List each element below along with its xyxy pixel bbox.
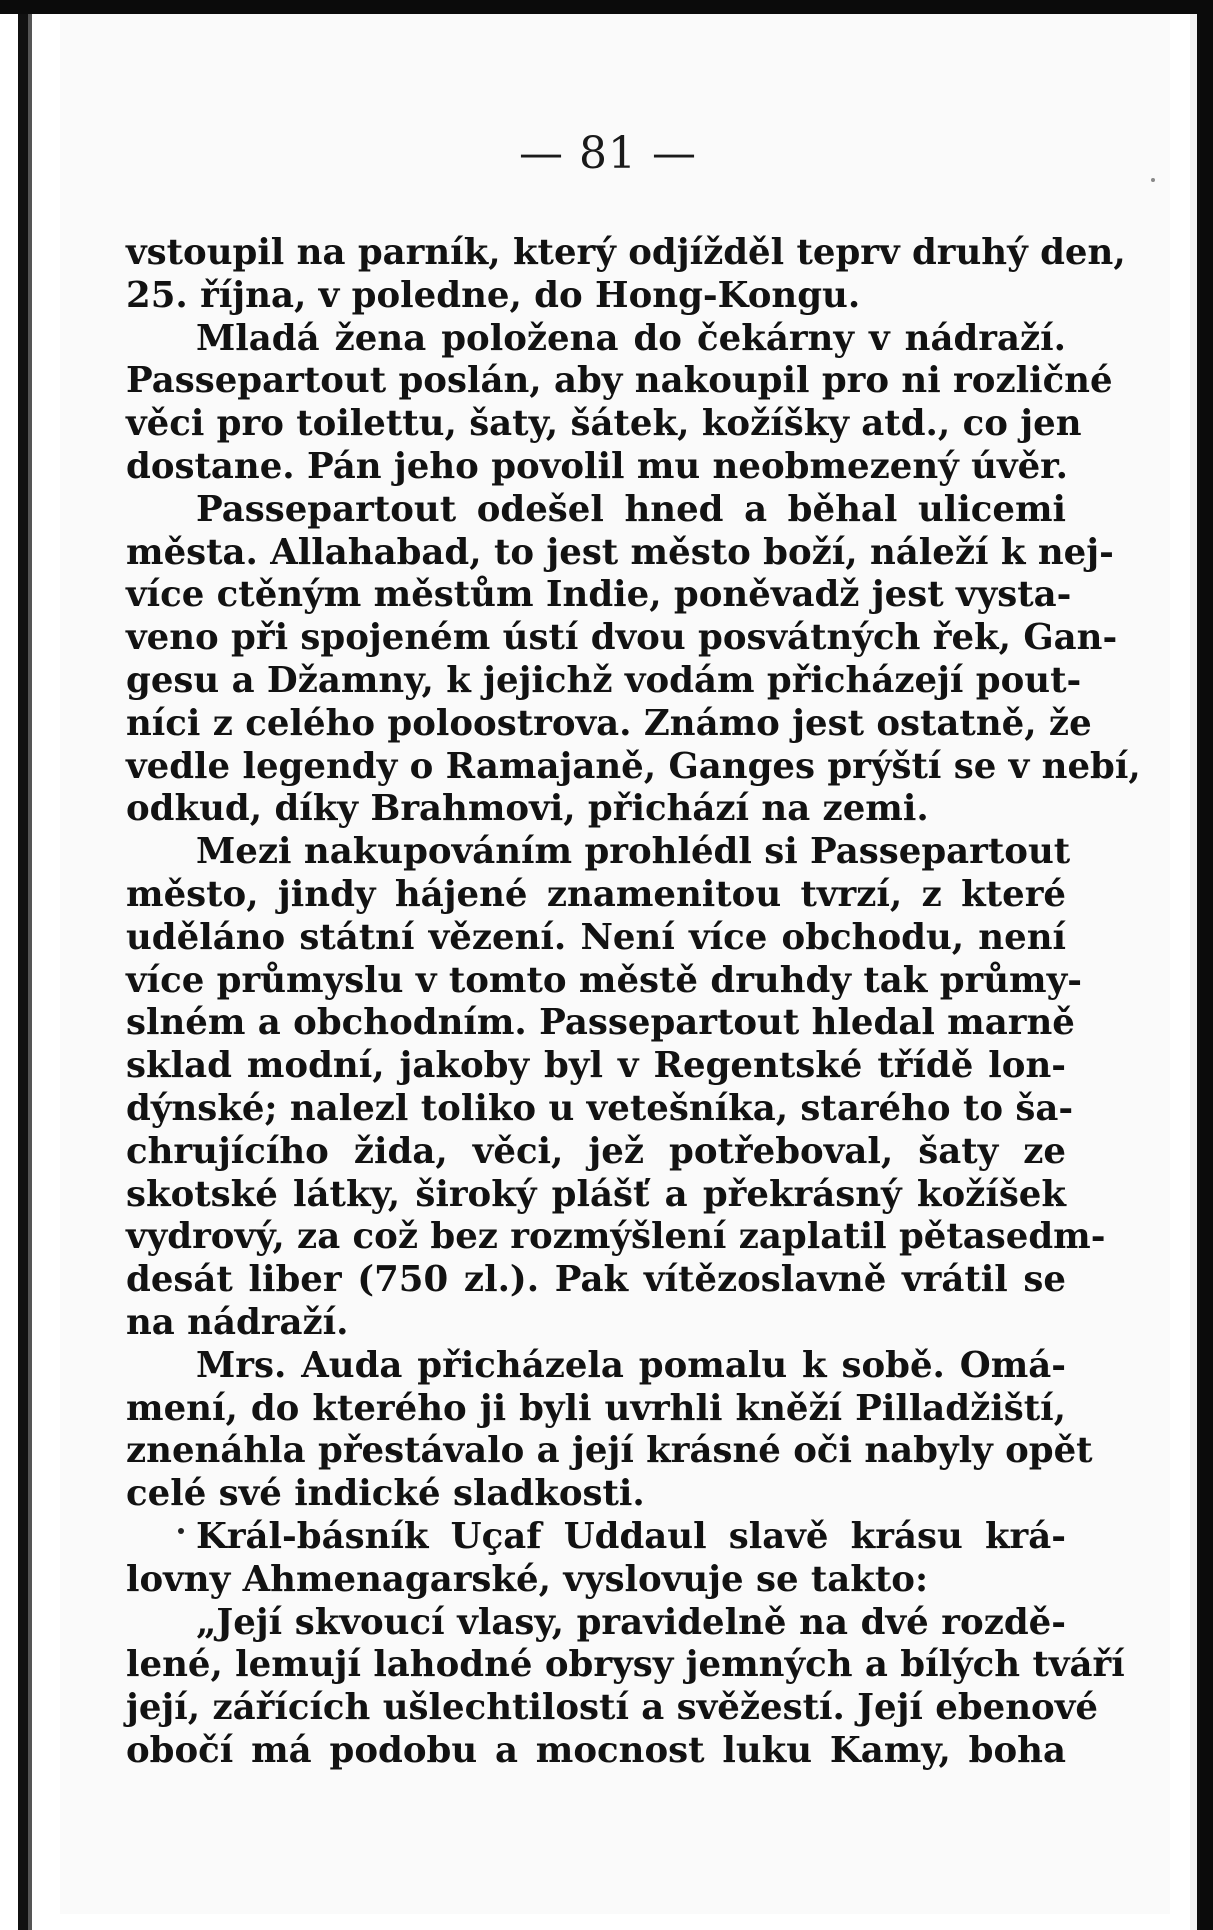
text-line: sklad modní, jakoby byl v Regentské třídě lon- bbox=[126, 1045, 1066, 1087]
text-line: obočí má podobu a mocnost luku Kamy, boha bbox=[126, 1729, 1066, 1771]
text-line: lovny Ahmenagarské, vyslovuje se takto: bbox=[126, 1558, 929, 1600]
text-line: 25. října, v poledne, do Hong-Kongu. bbox=[126, 274, 861, 316]
paper-speck bbox=[1151, 178, 1155, 182]
text-line: Passepartout poslán, aby nakoupil pro ni rozličné bbox=[126, 360, 1113, 402]
text-line: vydrový, za což bez rozmýšlení zaplatil pětasedm- bbox=[126, 1216, 1106, 1258]
scan-top-edge bbox=[0, 0, 1213, 14]
text-line: město, jindy hájené znamenitou tvrzí, z které bbox=[126, 873, 1066, 915]
binding-shadow bbox=[18, 14, 28, 1930]
text-line: dostane. Pán jeho povolil mu neobmezený úvěr. bbox=[126, 445, 1068, 487]
scan-right-edge bbox=[1197, 0, 1213, 1930]
text-line: veno při spojeném ústí dvou posvátných řek, Gan- bbox=[126, 617, 1118, 659]
text-line: dýnské; nalezl toliko u vetešníka, starého to ša- bbox=[126, 1087, 1074, 1129]
text-line: Mezi nakupováním prohlédl si Passepartout bbox=[196, 831, 1071, 873]
scan-right-gap bbox=[1190, 14, 1197, 1930]
text-line: celé své indické sladkosti. bbox=[126, 1473, 645, 1515]
page-number: — 81 — bbox=[519, 128, 697, 179]
text-line: odkud, díky Brahmovi, přichází na zemi. bbox=[126, 788, 929, 830]
text-line: slném a obchodním. Passepartout hledal marně bbox=[126, 1002, 1075, 1044]
text-line: města. Allahabad, to jest město boží, náleží k nej- bbox=[126, 531, 1114, 573]
text-line: chrujícího žida, věci, jež potřeboval, šaty ze bbox=[126, 1130, 1066, 1172]
text-line: Mrs. Auda přicházela pomalu k sobě. Omá- bbox=[196, 1344, 1066, 1386]
text-line: věci pro toilettu, šaty, šátek, kožíšky atd., co jen bbox=[126, 403, 1082, 445]
text-line: uděláno státní vězení. Není více obchodu, není bbox=[126, 916, 1066, 958]
text-line: na nádraží. bbox=[126, 1301, 349, 1343]
text-line: lené, lemují lahodné obrysy jemných a bílých tváří bbox=[126, 1644, 1125, 1686]
text-line: její, zářících ušlechtilostí a svěžestí. Její ebenové bbox=[126, 1687, 1098, 1729]
text-line: Passepartout odešel hned a běhal ulicemi bbox=[196, 488, 1066, 530]
text-line: skotské látky, široký plášť a překrásný kožíšek bbox=[126, 1173, 1066, 1215]
text-line: mení, do kterého ji byli uvrhli kněží Pilladžiští, bbox=[126, 1387, 1066, 1429]
text-line: vstoupil na parník, který odjížděl teprv druhý den, bbox=[126, 232, 1126, 273]
body-text bbox=[126, 232, 1141, 1773]
text-line: níci z celého poloostrova. Známo jest ostatně, že bbox=[126, 702, 1092, 744]
text-line: Král-básník Uçaf Uddaul slavě krásu krá- bbox=[196, 1515, 1066, 1557]
text-line: gesu a Džamny, k jejichž vodám přicházejí pout- bbox=[126, 659, 1082, 701]
text-line: „Její skvoucí vlasy, pravidelně na dvé rozdě- bbox=[196, 1601, 1066, 1643]
binding-shadow-soft bbox=[28, 14, 32, 1930]
text-line: Mladá žena položena do čekárny v nádraží. bbox=[196, 317, 1066, 359]
text-line: znenáhla přestávalo a její krásné oči nabyly opět bbox=[126, 1430, 1093, 1472]
text-line: desát liber (750 zl.). Pak vítězoslavně vrátil se bbox=[126, 1259, 1066, 1301]
text-line: více ctěným městům Indie, poněvadž jest vysta- bbox=[126, 574, 1072, 616]
text-line: vedle legendy o Ramajaně, Ganges prýští se v nebí, bbox=[126, 745, 1141, 787]
text-line: více průmyslu v tomto městě druhdy tak průmy- bbox=[126, 959, 1082, 1001]
